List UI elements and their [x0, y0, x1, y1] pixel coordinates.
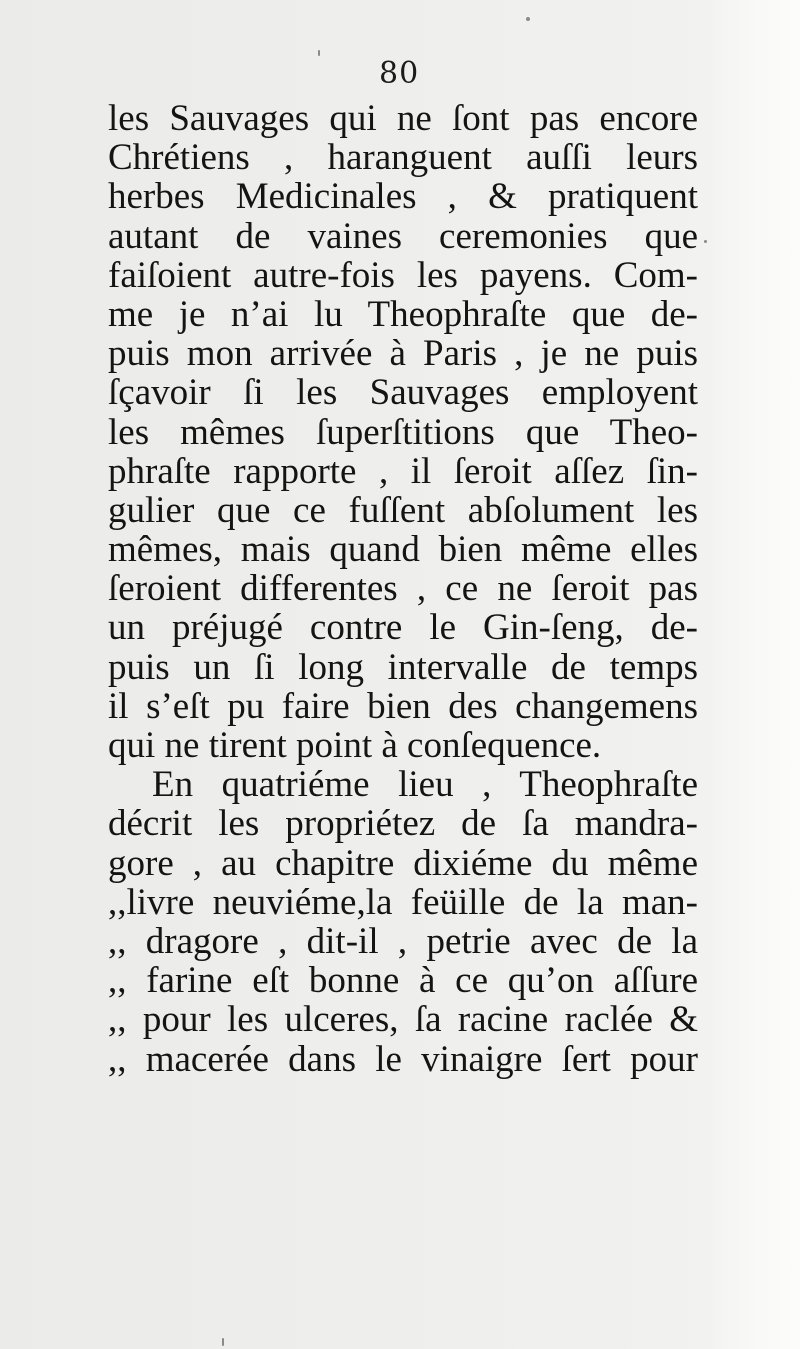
text-line: gore , au chapitre dixiéme du même [108, 843, 698, 883]
text-line: mêmes, mais quand bien même elles [108, 530, 698, 570]
text-line: ,, pour les ulceres, ſa racine raclée & [108, 1000, 698, 1040]
text-line: ,, farine eſt bonne à ce qu’on aſſure [108, 961, 698, 1001]
text-line: me je n’ai lu Theophraſte que de- [108, 294, 698, 335]
text-line: décrit les propriétez de ſa mandra- [108, 804, 698, 844]
paper-speck [704, 240, 707, 243]
text-line: un préjugé contre le Gin-ſeng, de- [108, 608, 698, 648]
text-line: ,, dragore , dit-il , petrie avec de la [108, 921, 698, 962]
text-line: les mêmes ſuperſtitions que Theo- [108, 412, 698, 452]
page-number: 80 [379, 56, 420, 91]
text-line: ſçavoir ſi les Sauvages employent [108, 373, 698, 413]
text-line: ,,livre neuviéme,la feüille de la man- [108, 882, 698, 922]
text-line: En quatriéme lieu , Theophraſte [152, 765, 698, 805]
text-line: les Sauvages qui ne ſont pas encore [108, 99, 698, 139]
text-line: faiſoient autre-fois les payens. Com- [108, 255, 698, 295]
text-line: gulier que ce fuſſent abſolument les [108, 490, 698, 531]
paper-speck [222, 1338, 224, 1346]
text-line: puis mon arrivée à Paris , je ne puis [108, 334, 698, 374]
text-line: il s’eſt pu faire bien des changemens [108, 686, 698, 726]
page-text [108, 99, 698, 1079]
text-line: puis un ſi long intervalle de temps [108, 647, 698, 687]
text-line: ,, macerée dans le vinaigre ſert pour [108, 1039, 698, 1079]
text-line: autant de vaines ceremonies que [108, 216, 698, 256]
text-line: ſeroient differentes , ce ne ſeroit pas [108, 569, 698, 609]
paper-speck [526, 17, 530, 21]
page-edge [710, 0, 800, 1349]
text-line: herbes Medicinales , & pratiquent [108, 177, 698, 217]
paper-speck [318, 50, 320, 56]
text-line: qui ne tirent point à conſequence. [108, 726, 602, 766]
text-line: phraſte rapporte , il ſeroit aſſez ſin- [108, 451, 698, 491]
text-line: Chrétiens , haranguent auſſi leurs [108, 138, 698, 178]
